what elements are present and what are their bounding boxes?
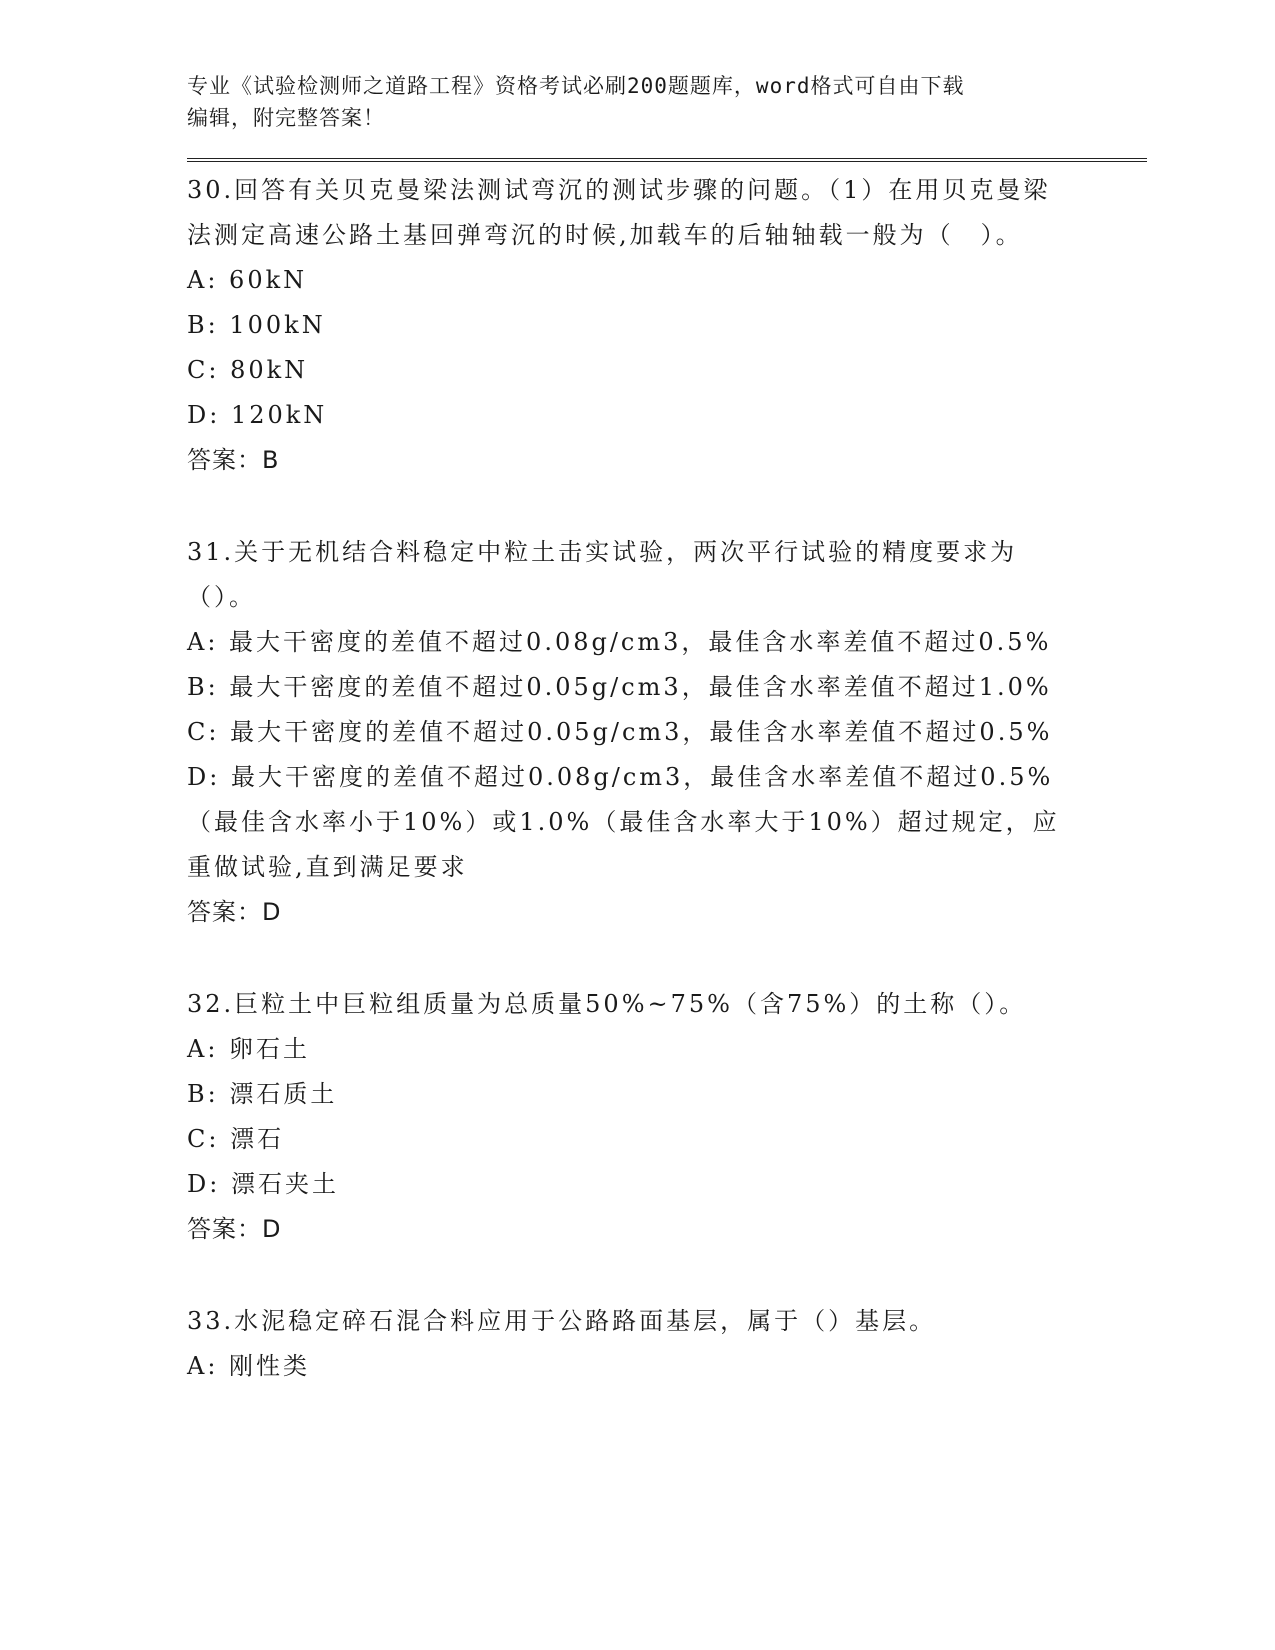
answer-label: 答案：B (187, 446, 280, 474)
option-d: D: 120kN (187, 401, 328, 429)
option-c: C: 80kN (187, 356, 309, 384)
question-31 (187, 530, 1147, 935)
option-d: D: 漂石夹土 (187, 1170, 339, 1198)
option-a: A: 60kN (187, 266, 308, 294)
option-c: C: 漂石 (187, 1125, 285, 1153)
document-header (187, 70, 1087, 134)
option-d: D: 最大干密度的差值不超过0.08g/cm3，最佳含水率差值不超过0.5%（最佳含水率小于10%）或1.0%（最佳含水率大于10%）超过规定，应重做试验,直到满足要求 (187, 763, 1060, 881)
header-line-2: 编辑，附完整答案！ (187, 106, 385, 130)
option-a: A: 最大干密度的差值不超过0.08g/cm3，最佳含水率差值不超过0.5% (187, 628, 1052, 656)
question-text: 33.水泥稳定碎石混合料应用于公路路面基层，属于（）基层。 (187, 1307, 937, 1335)
header-divider (187, 158, 1147, 162)
question-text: 31.关于无机结合料稳定中粒土击实试验，两次平行试验的精度要求为（）。 (187, 538, 1018, 611)
question-text: 32.巨粒土中巨粒组质量为总质量50%~75%（含75%）的土称（）。 (187, 990, 1027, 1018)
option-a: A: 卵石土 (187, 1035, 311, 1063)
option-c: C: 最大干密度的差值不超过0.05g/cm3，最佳含水率差值不超过0.5% (187, 718, 1053, 746)
option-a: A: 刚性类 (187, 1352, 311, 1380)
answer-label: 答案：D (187, 898, 282, 926)
option-b: B: 100kN (187, 311, 326, 339)
answer-label: 答案：D (187, 1215, 282, 1243)
question-32 (187, 982, 1147, 1252)
question-33 (187, 1299, 1147, 1389)
document-page (187, 70, 1147, 1389)
header-line-1: 专业《试验检测师之道路工程》资格考试必刷200题题库，word格式可自由下载 (187, 74, 965, 98)
option-b: B: 最大干密度的差值不超过0.05g/cm3，最佳含水率差值不超过1.0% (187, 673, 1052, 701)
question-text: 30.回答有关贝克曼梁法测试弯沉的测试步骤的问题。（1）在用贝克曼梁法测定高速公路土基回弹弯沉的时候,加载车的后轴轴载一般为（ ）。 (187, 176, 1051, 249)
option-b: B: 漂石质土 (187, 1080, 338, 1108)
question-30 (187, 168, 1147, 483)
